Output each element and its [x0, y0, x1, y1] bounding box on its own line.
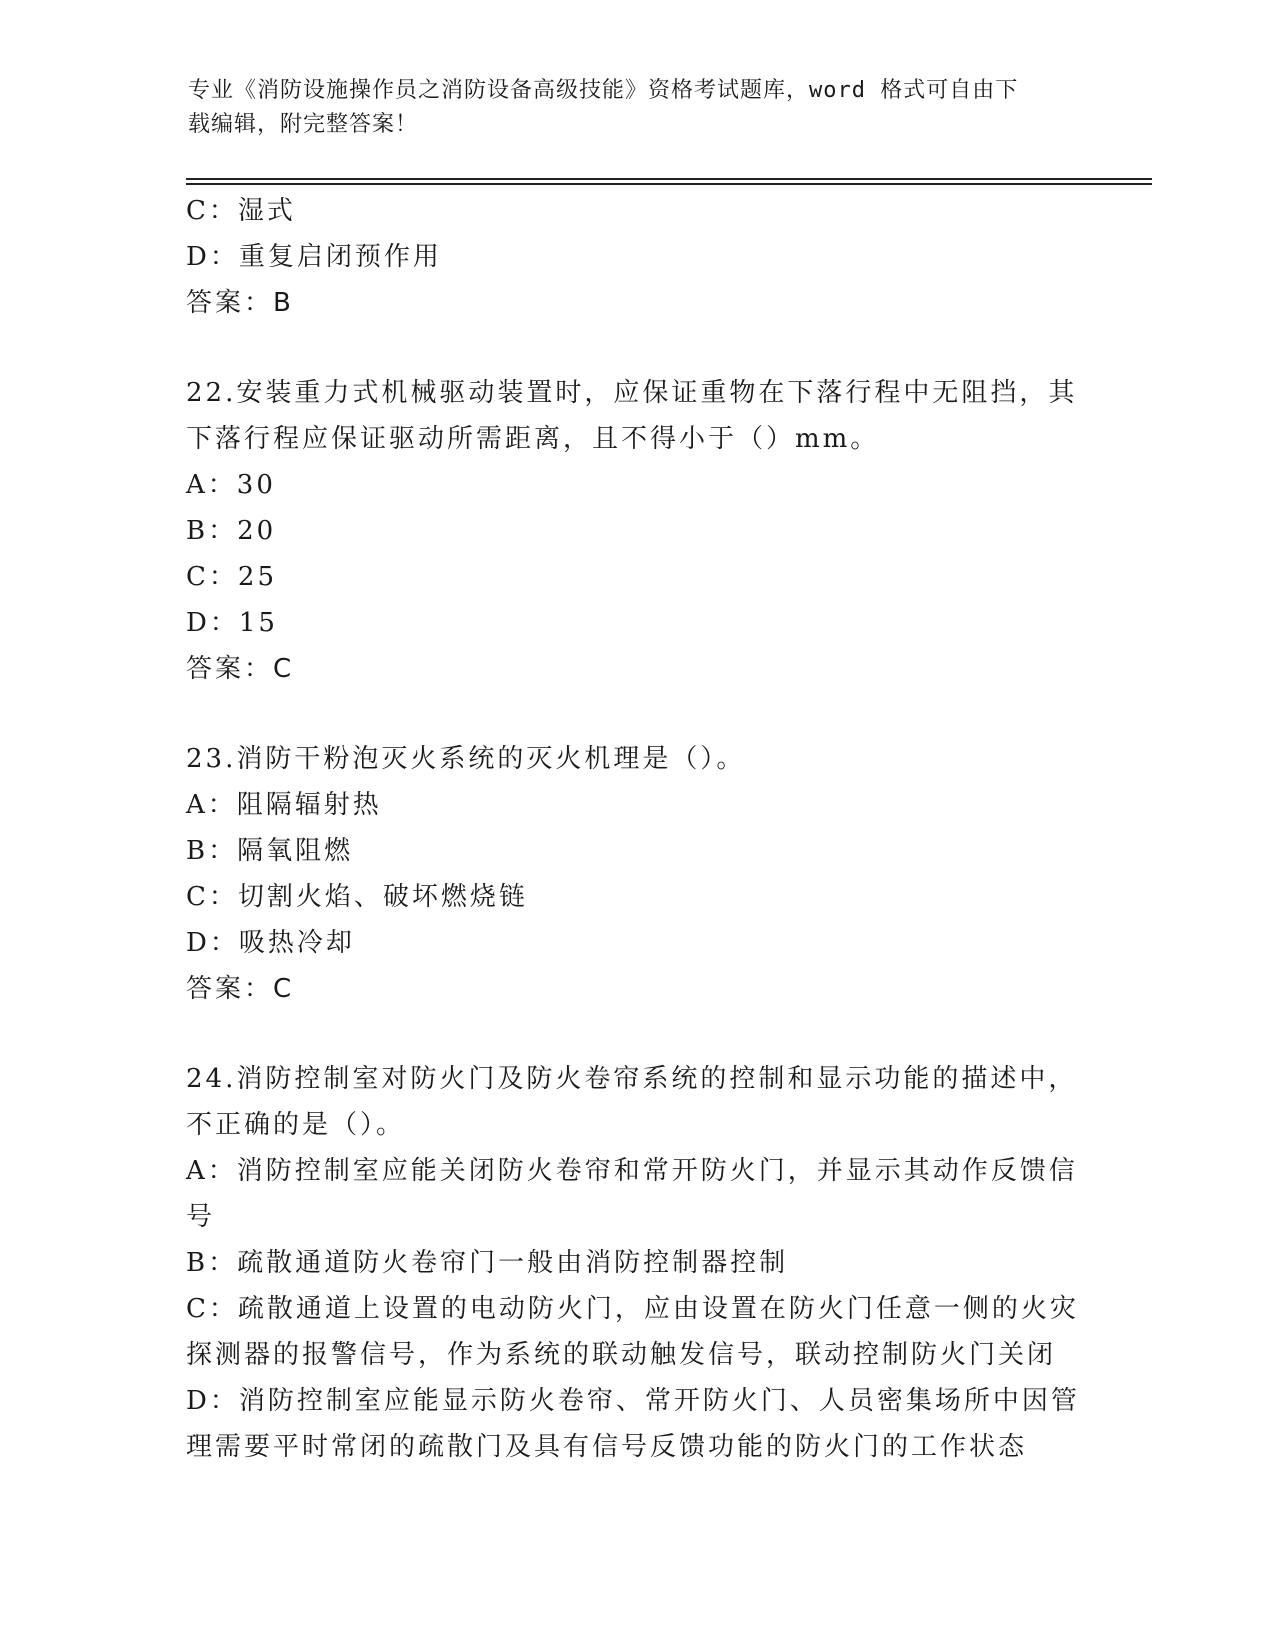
question-stem: 23.消防干粉泡灭火系统的灭火机理是（）。 — [186, 744, 746, 774]
question-22 — [186, 370, 1086, 692]
option-text: 15 — [238, 608, 278, 638]
option-line: 理需要平时常闭的疏散门及具有信号反馈功能的防火门的工作状态 — [186, 1432, 1028, 1462]
option-b — [186, 508, 1086, 554]
option-label: C： — [186, 882, 238, 912]
option-text: 吸热冷却 — [238, 928, 355, 958]
option-label: C： — [186, 196, 238, 226]
option-label: D： — [186, 608, 239, 638]
option-line: A：消防控制室应能关闭防火卷帘和常开防火门，并显示其动作反馈信 — [186, 1156, 1078, 1186]
document-header — [188, 74, 1068, 142]
answer-line: 答案：C — [186, 654, 295, 684]
header-line-2: 载编辑，附完整答案！ — [188, 112, 419, 137]
spacer — [186, 692, 1086, 736]
option-label: B： — [186, 836, 238, 866]
header-divider — [186, 178, 1152, 180]
answer-line: 答案：C — [186, 974, 295, 1004]
question-stem: 下落行程应保证驱动所需距离，且不得小于（）mm。 — [186, 424, 880, 454]
option-text: 重复启闭预作用 — [238, 242, 442, 272]
option-line: B：疏散通道防火卷帘门一般由消防控制器控制 — [186, 1248, 789, 1278]
option-label: A： — [186, 790, 237, 820]
prev-question-block — [186, 188, 1086, 326]
option-d — [186, 600, 1086, 646]
question-list — [186, 188, 1086, 1470]
spacer — [186, 326, 1086, 370]
option-c — [186, 188, 1086, 234]
option-label: C： — [186, 562, 238, 592]
option-text: 隔氧阻燃 — [237, 836, 354, 866]
option-c — [186, 554, 1086, 600]
option-b — [186, 828, 1086, 874]
option-label: D： — [186, 928, 239, 958]
option-line: C：疏散通道上设置的电动防火门，应由设置在防火门任意一侧的火灾 — [186, 1294, 1079, 1324]
option-label: A： — [186, 470, 237, 500]
option-text: 25 — [237, 562, 277, 592]
header-divider — [186, 183, 1152, 185]
option-text: 20 — [237, 516, 277, 546]
option-line: 号 — [186, 1202, 216, 1232]
option-line: 探测器的报警信号，作为系统的联动触发信号，联动控制防火门关闭 — [186, 1340, 1057, 1370]
option-a — [186, 782, 1086, 828]
option-text: 30 — [236, 470, 276, 500]
option-d — [186, 234, 1086, 280]
header-line-1: 专业《消防设施操作员之消防设备高级技能》资格考试题库，word 格式可自由下 — [188, 78, 1019, 103]
option-a — [186, 462, 1086, 508]
question-stem: 不正确的是（）。 — [186, 1110, 406, 1140]
question-23 — [186, 736, 1086, 1012]
option-label: B： — [186, 516, 238, 546]
answer-line: 答案：B — [186, 288, 294, 318]
option-label: D： — [186, 242, 239, 272]
option-line: D：消防控制室应能显示防火卷帘、常开防火门、人员密集场所中因管 — [186, 1386, 1080, 1416]
option-c — [186, 874, 1086, 920]
option-text: 湿式 — [237, 196, 296, 226]
question-24 — [186, 1056, 1086, 1470]
option-text: 阻隔辐射热 — [236, 790, 382, 820]
option-text: 切割火焰、破坏燃烧链 — [237, 882, 528, 912]
question-stem: 22.安装重力式机械驱动装置时，应保证重物在下落行程中无阻挡，其 — [186, 378, 1078, 408]
question-stem: 24.消防控制室对防火门及防火卷帘系统的控制和显示功能的描述中， — [186, 1064, 1078, 1094]
option-d — [186, 920, 1086, 966]
spacer — [186, 1012, 1086, 1056]
